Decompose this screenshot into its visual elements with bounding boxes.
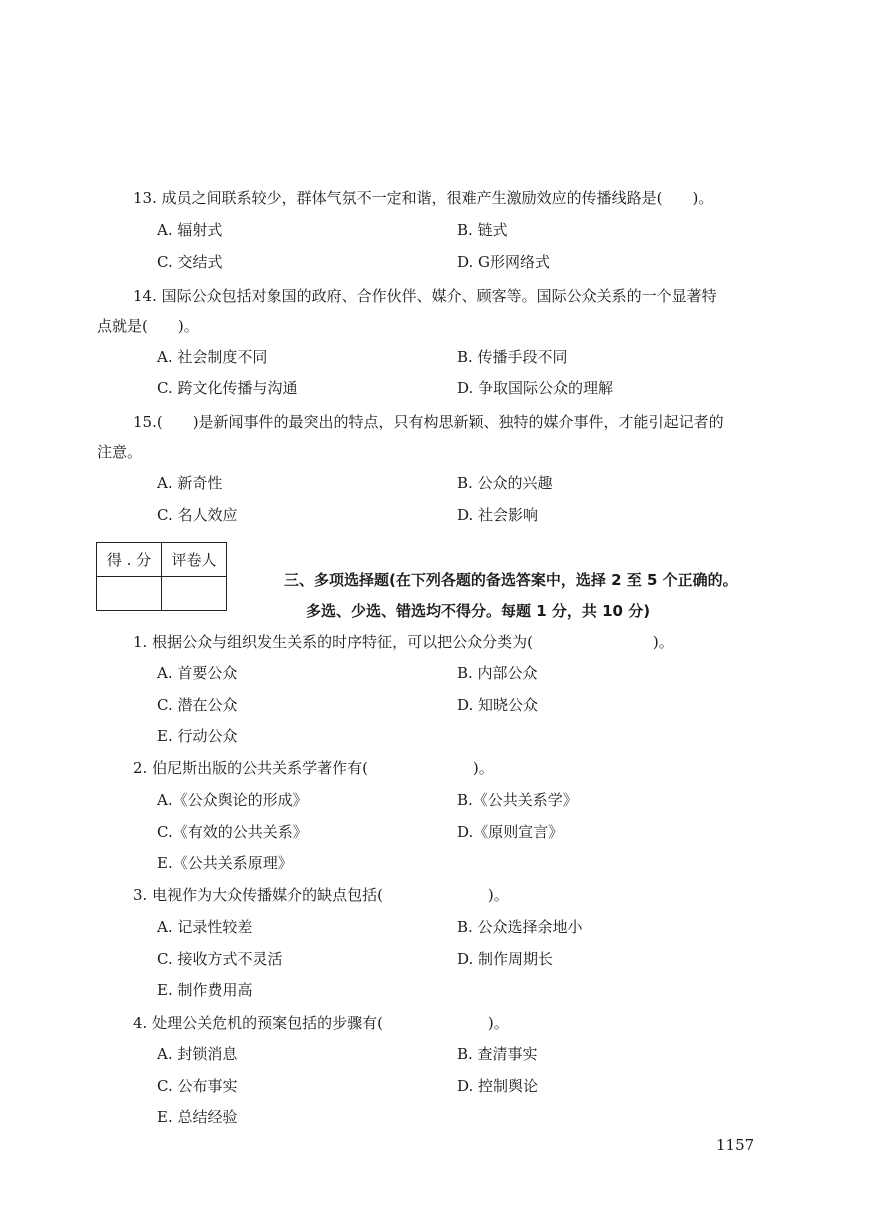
grader-cell xyxy=(162,577,227,611)
option-b: B. 公众的兴趣 xyxy=(457,474,553,492)
option-c: C. 跨文化传播与沟通 xyxy=(157,379,298,397)
question-15-text: 15.( )是新闻事件的最突出的特点，只有构思新颖、独特的媒介事件，才能引起记者的 xyxy=(133,413,724,431)
question-14-continuation: 点就是( )。 xyxy=(97,317,199,335)
option-b: B. 内部公众 xyxy=(457,664,538,682)
multi-question-1-text: 1. 根据公众与组织发生关系的时序特征，可以把公众分类为( )。 xyxy=(133,633,674,651)
question-13-text: 13. 成员之间联系较少，群体气氛不一定和谐，很难产生激励效应的传播线路是( )。 xyxy=(133,189,714,207)
option-c: C.《有效的公共关系》 xyxy=(157,823,308,841)
option-a: A. 新奇性 xyxy=(157,474,223,492)
multi-question-2-text: 2. 伯尼斯出版的公共关系学著作有( )。 xyxy=(133,759,494,777)
section-heading-continuation: 多选、少选、错选均不得分。每题 1 分，共 10 分) xyxy=(306,602,651,620)
option-c: C. 交结式 xyxy=(157,253,223,271)
grader-label: 评卷人 xyxy=(162,543,227,577)
option-b: B. 查清事实 xyxy=(457,1045,538,1063)
multi-question-3-text: 3. 电视作为大众传播媒介的缺点包括( )。 xyxy=(133,886,509,904)
option-a: A.《公众舆论的形成》 xyxy=(157,791,308,809)
score-box xyxy=(96,542,227,611)
option-a: A. 辐射式 xyxy=(157,221,223,239)
option-b: B.《公共关系学》 xyxy=(457,791,578,809)
option-d: D. 控制舆论 xyxy=(457,1077,539,1095)
page-number: 1157 xyxy=(716,1136,755,1154)
option-e: E.《公共关系原理》 xyxy=(157,854,293,872)
option-a: A. 首要公众 xyxy=(157,664,238,682)
option-c: C. 公布事实 xyxy=(157,1077,238,1095)
question-14-text: 14. 国际公众包括对象国的政府、合作伙伴、媒介、顾客等。国际公众关系的一个显著特 xyxy=(133,287,717,305)
section-heading: 三、多项选择题(在下列各题的备选答案中，选择 2 至 5 个正确的。 xyxy=(284,571,738,589)
option-d: D. 知晓公众 xyxy=(457,696,539,714)
option-a: A. 社会制度不同 xyxy=(157,348,268,366)
option-b: B. 链式 xyxy=(457,221,508,239)
option-c: C. 名人效应 xyxy=(157,506,238,524)
option-e: E. 行动公众 xyxy=(157,727,238,745)
option-a: A. 记录性较差 xyxy=(157,918,253,936)
question-15-continuation: 注意。 xyxy=(97,443,143,461)
option-d: D. 争取国际公众的理解 xyxy=(457,379,614,397)
option-a: A. 封锁消息 xyxy=(157,1045,238,1063)
option-b: B. 传播手段不同 xyxy=(457,348,568,366)
score-label: 得 . 分 xyxy=(97,543,162,577)
score-cell xyxy=(97,577,162,611)
option-c: C. 潜在公众 xyxy=(157,696,238,714)
option-e: E. 总结经验 xyxy=(157,1108,238,1126)
option-d: D. 社会影响 xyxy=(457,506,539,524)
option-d: D.《原则宣言》 xyxy=(457,823,564,841)
multi-question-4-text: 4. 处理公关危机的预案包括的步骤有( )。 xyxy=(133,1014,509,1032)
option-b: B. 公众选择余地小 xyxy=(457,918,583,936)
option-c: C. 接收方式不灵活 xyxy=(157,950,283,968)
option-e: E. 制作费用高 xyxy=(157,981,253,999)
option-d: D. G形网络式 xyxy=(457,253,551,271)
option-d: D. 制作周期长 xyxy=(457,950,554,968)
